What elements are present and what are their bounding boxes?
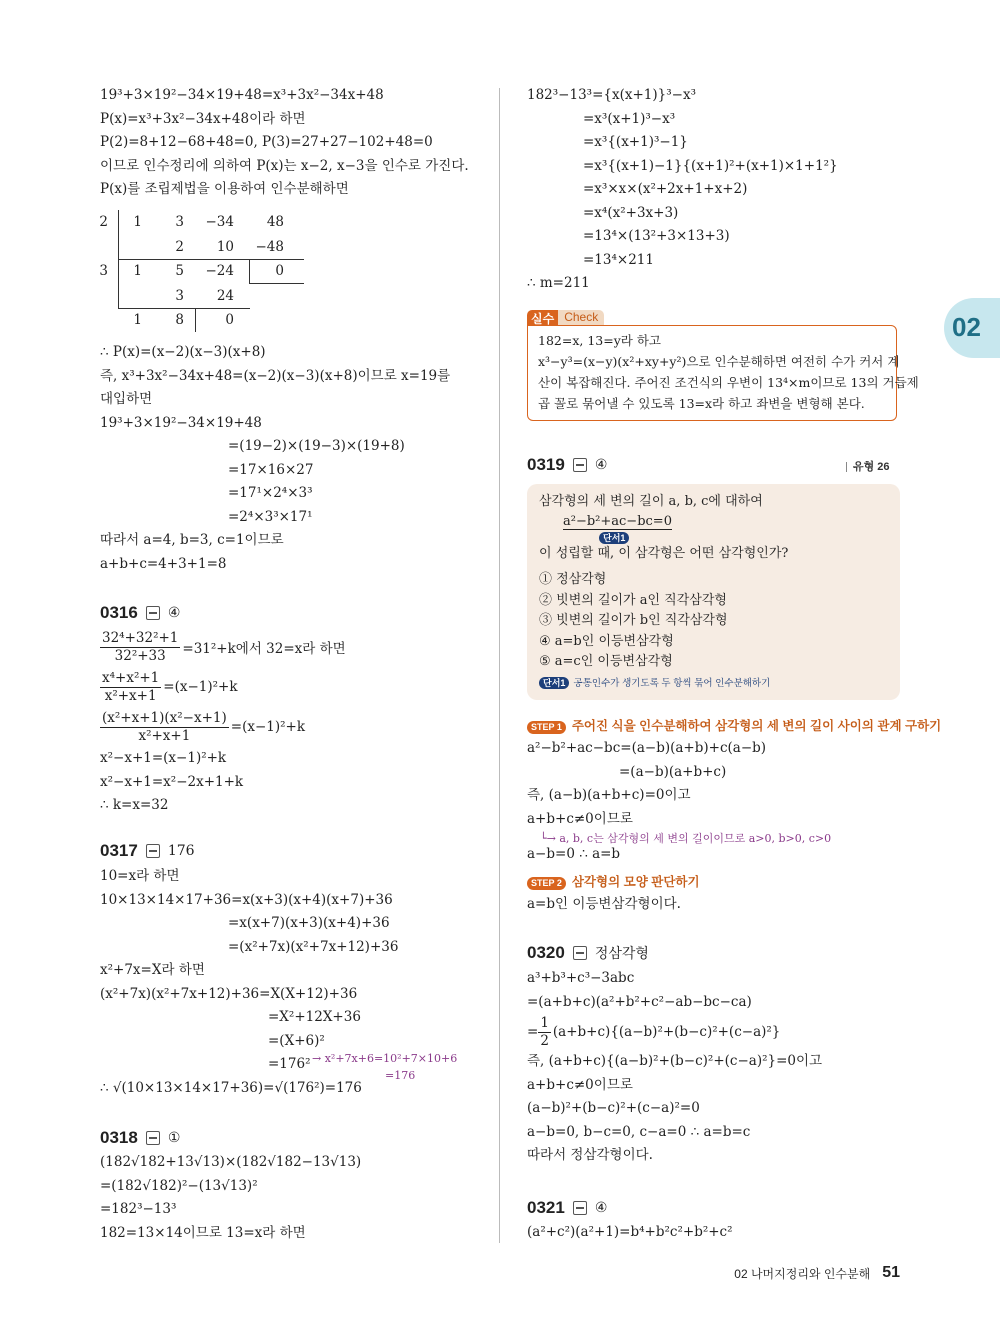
fraction — [100, 710, 229, 745]
text-line: ⑤ a=c인 이등변삼각형 — [539, 654, 673, 669]
text-line: 19³+3×19²−34×19+48 — [100, 414, 262, 431]
step2-lines — [527, 893, 681, 917]
text-line: =x³{(x+1)³−1} — [583, 134, 688, 150]
text-line: ∴ √(10×13×14×17+36)=√(176²)=176 — [100, 1079, 362, 1096]
division-cell: 1 — [133, 312, 142, 328]
division-cell: 2 — [99, 214, 108, 230]
division-cell: 0 — [275, 263, 284, 279]
clue-marker — [539, 530, 900, 544]
question-number: 0318 — [100, 1128, 138, 1147]
text-line: =(x²+7x)(x²+7x+12)+36 — [228, 938, 399, 955]
text-line: x³−y³=(x−y)(x²+xy+y²)으로 인수분해하면 여전히 수가 커서 계 — [538, 354, 900, 369]
division-cell: 3 — [175, 287, 184, 304]
text-line: 곱 꼴로 묶어낼 수 있도록 13=x라 하고 좌변을 변형해 본다. — [538, 396, 865, 411]
problem-type-tag: 유형 26 — [846, 458, 890, 474]
answer-icon — [146, 1131, 160, 1145]
step1-lines — [527, 737, 766, 831]
answer: ④ — [167, 605, 181, 621]
text-line: =13⁴×211 — [583, 251, 654, 268]
fraction-line — [100, 667, 346, 707]
q0321-solution — [527, 1221, 733, 1245]
division-cell: 5 — [175, 263, 184, 279]
text-line: =(a+b+c)(a²+b²+c²−ab−bc−ca) — [527, 993, 752, 1010]
text-line: a+b+c=4+3+1=8 — [100, 555, 227, 572]
division-cell: 3 — [99, 263, 108, 279]
question-box — [527, 484, 900, 700]
answer: 정삼각형 — [594, 946, 649, 962]
question-number: 0316 — [100, 603, 138, 622]
equals: = — [527, 1024, 539, 1040]
equation: a²−b²+ac−bc=0 — [563, 513, 672, 529]
division-cell — [102, 235, 142, 259]
text-line: =X²+12X+36 — [268, 1009, 361, 1025]
division-cell: 3 — [175, 214, 184, 230]
division-cell: 10 — [216, 238, 234, 255]
text-line: ∴ P(x)=(x−2)(x−3)(x+8) — [100, 344, 266, 360]
text-line: 대입하면 — [100, 391, 153, 407]
answer: ④ — [594, 457, 608, 473]
text-line: =17×16×27 — [228, 461, 314, 478]
text-line: =2⁴×3³×17¹ — [228, 508, 313, 525]
text-line: a²−b²+ac−bc=(a−b)(a+b)+c(a−b) — [527, 740, 767, 756]
question-0318-header — [100, 1126, 180, 1150]
answer: 176 — [167, 843, 195, 859]
fraction — [100, 670, 161, 705]
annotation: =176 — [385, 1069, 416, 1082]
question-0316-header — [100, 601, 180, 625]
column-divider — [499, 88, 500, 1243]
answer-icon — [573, 1201, 587, 1215]
division-cell: 1 — [133, 214, 142, 230]
text-line: =x³×x×(x²+2x+1+x+2) — [583, 181, 748, 197]
text-line: =182³−13³ — [100, 1201, 177, 1217]
division-rule — [249, 259, 250, 283]
text-line: =(182√182)²−(13√13)² — [100, 1177, 258, 1194]
hint-badge: 단서1 — [539, 677, 569, 689]
numerator: (x²+x+1)(x²−x+1) — [102, 709, 227, 726]
answer-options — [539, 570, 900, 673]
step1-conclusion: a−b=0 ∴ a=b — [527, 846, 621, 862]
text-line: =176² — [268, 1056, 311, 1072]
text-line: a+b+c≠0이므로 — [527, 810, 633, 827]
division-cell: 2 — [175, 238, 184, 255]
text-line: a³+b³+c³−3abc — [527, 970, 635, 986]
mistake-check-box — [527, 325, 919, 421]
mistake-check-tab — [527, 310, 604, 326]
text-line: x²−x+1=x²−2x+1+k — [100, 773, 244, 790]
text-line: 19³+3×19²−34×19+48=x³+3x²−34x+48 — [100, 87, 384, 103]
text-line: ∴ m=211 — [527, 275, 590, 291]
text-line: =x³(x+1)³−x³ — [583, 110, 676, 127]
numerator: 32⁴+32²+1 — [102, 629, 179, 646]
text-line: 10=x라 하면 — [100, 868, 180, 884]
step-title: 주어진 식을 인수분해하여 삼각형의 세 변의 길이 사이의 관계 구하기 — [571, 719, 942, 733]
text-line: 즉, (a+b+c){(a−b)²+(b−c)²+(c−a)²}=0이고 — [527, 1053, 823, 1069]
question-equation — [539, 513, 900, 530]
intro-lines — [100, 84, 469, 202]
text-line: 10×13×14×17+36=x(x+3)(x+4)(x+7)+36 — [100, 891, 393, 908]
answer-icon — [573, 458, 587, 472]
answer: ① — [167, 1130, 181, 1146]
text-line: 즉, x³+3x²−34x+48=(x−2)(x−3)(x+8)이므로 x=19를 — [100, 367, 451, 384]
division-cell: 0 — [225, 312, 234, 328]
answer-icon — [146, 844, 160, 858]
text-line: 따라서 정삼각형이다. — [527, 1147, 653, 1163]
q0318-solution — [100, 1151, 361, 1245]
text-line: P(x)=x³+3x²−34x+48이라 하면 — [100, 110, 306, 127]
division-rule — [118, 210, 119, 259]
text-line: P(x)를 조립제법을 이용하여 인수분해하면 — [100, 181, 349, 197]
page-number: 51 — [882, 1264, 900, 1281]
text-line: =x³{(x+1)−1}{(x+1)²+(x+1)×1+1²} — [583, 157, 838, 174]
step2-header — [527, 872, 700, 890]
text-line: ∴ k=x=32 — [100, 797, 169, 813]
step-badge: STEP 2 — [527, 877, 566, 890]
text-line: ① 정삼각형 — [539, 572, 607, 587]
q0318-solution-continued — [527, 84, 838, 296]
division-cell — [102, 284, 142, 308]
denominator: 32²+33 — [114, 647, 166, 664]
question-ask: 이 성립할 때, 이 삼각형은 어떤 삼각형인가? — [539, 545, 789, 561]
denominator: 2 — [540, 1032, 549, 1049]
text-line: a=b인 이등변삼각형이다. — [527, 896, 681, 912]
text-line: P(2)=8+12−68+48=0, P(3)=27+27−102+48=0 — [100, 134, 433, 150]
fraction-line — [527, 1014, 822, 1050]
check-tag: 실수 — [527, 310, 558, 326]
clue-badge: 단서1 — [599, 532, 629, 544]
text-line: =(X+6)² — [268, 1032, 325, 1049]
text-line: =x⁴(x²+3x+3) — [583, 204, 679, 221]
chapter-title: 02 나머지정리와 인수분해 — [734, 1266, 871, 1281]
division-rule — [118, 259, 304, 260]
step1-header — [527, 716, 941, 734]
fraction-line — [100, 627, 346, 667]
question-0320-header — [527, 941, 649, 965]
hint-line — [539, 675, 900, 690]
question-stem: 삼각형의 세 변의 길이 a, b, c에 대하여 — [539, 494, 763, 509]
numerator: 1 — [540, 1014, 549, 1031]
text-line: 182=x, 13=y라 하고 — [538, 333, 661, 348]
answer-icon — [146, 606, 160, 620]
question-0317-header — [100, 839, 195, 863]
text-line: a+b+c≠0이므로 — [527, 1076, 633, 1093]
division-cell — [244, 284, 284, 308]
text-line: =x(x+7)(x+3)(x+4)+36 — [228, 915, 390, 931]
text-line: a−b=0, b−c=0, c−a=0 ∴ a=b=c — [527, 1123, 751, 1140]
text-line: (x²+7x)(x²+7x+12)+36=X(X+12)+36 — [100, 985, 358, 1002]
answer-icon — [573, 946, 587, 960]
q0320-lines-a — [527, 967, 822, 1014]
question-0321-header — [527, 1196, 607, 1220]
fraction-line — [100, 707, 346, 747]
text-line: 182³−13³={x(x+1)}³−x³ — [527, 87, 696, 103]
text-line: 산이 복잡해진다. 주어진 조건식의 우변이 13⁴×m이므로 13의 거듭제 — [538, 375, 919, 390]
fraction — [100, 630, 180, 665]
text-line: (a²+c²)(a²+1)=b⁴+b²c²+b²+c² — [527, 1224, 733, 1240]
text-line: ④ a=b인 이등변삼각형 — [539, 633, 674, 649]
numerator: x⁴+x²+1 — [102, 669, 160, 686]
text-line: 따라서 a=4, b=3, c=1이므로 — [100, 532, 284, 548]
step-title: 삼각형의 모양 판단하기 — [571, 875, 700, 889]
text-line: =(a−b)(a+b+c) — [619, 763, 727, 780]
division-cell: 8 — [175, 312, 184, 328]
question-number: 0317 — [100, 841, 138, 860]
annotation: └→ a, b, c는 삼각형의 세 변의 길이이므로 a>0, b>0, c>0 — [540, 832, 832, 845]
q0320-solution — [527, 967, 822, 1168]
fraction-rest: =(x−1)²+k — [230, 719, 306, 735]
division-cell — [244, 308, 284, 332]
text-line: =13⁴×(13²+3×13+3) — [583, 228, 730, 244]
text-line: (182√182+13√13)×(182√182−13√13) — [100, 1154, 362, 1170]
factorization-result — [100, 341, 450, 576]
hint-text: 공통인수가 생기도록 두 항씩 묶어 인수분해하기 — [573, 677, 771, 689]
q0320-lines-b — [527, 1050, 822, 1168]
text-line: x²−x+1=(x−1)²+k — [100, 750, 227, 766]
chapter-number: 02 — [952, 312, 981, 342]
text-line: (a−b)²+(b−c)²+(c−a)²=0 — [527, 1100, 700, 1116]
division-rule — [118, 259, 119, 308]
division-cell: −48 — [255, 238, 284, 255]
text-line: =(19−2)×(19−3)×(19+8) — [228, 438, 405, 454]
division-cell: 48 — [266, 214, 284, 230]
text-line: 182=13×14이므로 13=x라 하면 — [100, 1224, 306, 1241]
division-rule — [118, 308, 250, 309]
denominator: x²+x+1 — [104, 687, 157, 704]
fraction-rest: (a+b+c){(a−b)²+(b−c)²+(c−a)²} — [552, 1024, 781, 1040]
step-badge: STEP 1 — [527, 721, 566, 734]
annotation: → x²+7x+6=10²+7×10+6 — [312, 1052, 458, 1065]
division-cell: −24 — [205, 263, 234, 279]
text-line: x²+7x=X라 하면 — [100, 962, 205, 978]
q0316-lines — [100, 747, 346, 818]
chapter-side-tab[interactable] — [944, 298, 1000, 358]
answer: ④ — [594, 1200, 608, 1216]
question-number: 0321 — [527, 1198, 565, 1217]
text-line: ③ 빗변의 길이가 b인 직각삼각형 — [539, 613, 728, 628]
text-line: 즉, (a−b)(a+b+c)=0이고 — [527, 787, 691, 803]
check-label: Check — [558, 310, 604, 326]
synthetic-division-table — [98, 210, 308, 335]
question-0319-header — [527, 453, 607, 477]
division-cell: 24 — [216, 287, 234, 304]
question-number: 0320 — [527, 943, 565, 962]
fraction — [538, 1015, 551, 1050]
fraction-rest: =(x−1)²+k — [163, 679, 238, 695]
division-rule — [249, 283, 304, 284]
text-line: =17¹×2⁴×3³ — [228, 485, 313, 501]
denominator: x²+x+1 — [138, 727, 191, 744]
text-line: 이므로 인수정리에 의하여 P(x)는 x−2, x−3을 인수로 가진다. — [100, 157, 469, 174]
question-number: 0319 — [527, 455, 565, 474]
text-line: ② 빗변의 길이가 a인 직각삼각형 — [539, 592, 727, 608]
division-rule — [195, 308, 196, 332]
fraction-rest: =31²+k에서 32=x라 하면 — [182, 641, 346, 657]
q0316-solution — [100, 627, 346, 818]
division-cell: −34 — [205, 214, 234, 230]
page-footer — [734, 1264, 900, 1282]
division-cell: 1 — [133, 263, 142, 279]
